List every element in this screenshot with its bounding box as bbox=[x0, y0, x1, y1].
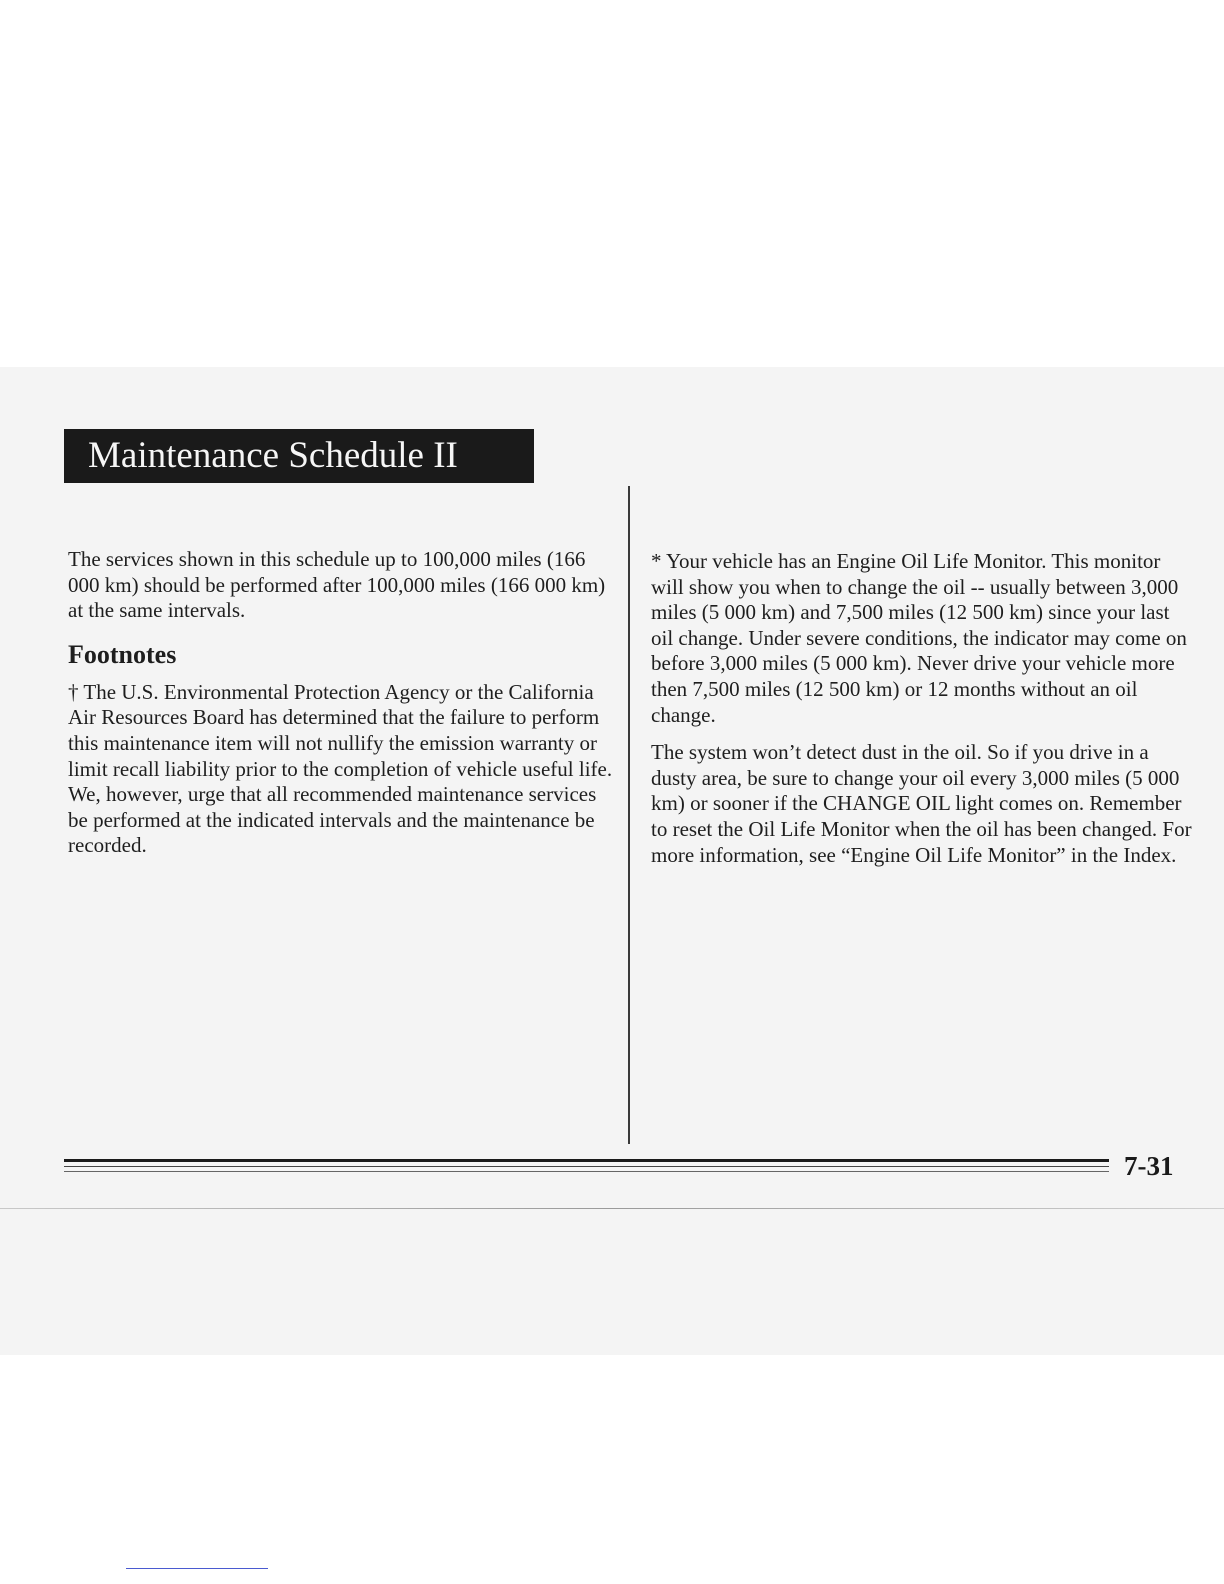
page-title: Maintenance Schedule II bbox=[64, 429, 534, 483]
dust-note-paragraph: The system won’t detect dust in the oil. So if you drive in a dusty area, be sure to change your oil every 3,000 miles (5 000 km) or sooner if the CHANGE OIL light comes on. Remember to reset the Oil Life Monitor when the oil has been changed. For more information, see “Engine Oil Life Monitor” in the Index. bbox=[651, 740, 1192, 867]
column-divider bbox=[628, 486, 630, 1144]
scan-edge-line bbox=[0, 1208, 1224, 1209]
dagger-footnote: † The U.S. Environmental Protection Agency or the California Air Resources Board has determined that the failure to perform this maintenance item will not nullify the emission warranty or limit recall liability prior to the completion of vehicle useful life. We, however, urge that all recommended maintenance services be performed at the indicated intervals and the maintenance be recorded. bbox=[68, 679, 613, 858]
footer-rule-thick bbox=[64, 1159, 1109, 1162]
intro-paragraph: The services shown in this schedule up to 100,000 miles (166 000 km) should be performed after 100,000 miles (166 000 km) at the same intervals. bbox=[68, 547, 606, 623]
footer-rule-thin bbox=[64, 1166, 1109, 1167]
asterisk-footnote: * Your vehicle has an Engine Oil Life Monitor. This monitor will show you when to change the oil -- usually between 3,000 miles (5 000 km) and 7,500 miles (12 500 km) since your last oil change. Under severe conditions, the indicator may come on before 3,000 miles (5 000 km). Never drive your vehicle more then 7,500 miles (12 500 km) or 12 months without an oil change. bbox=[651, 549, 1187, 727]
footnotes-heading: Footnotes bbox=[68, 639, 177, 669]
left-column bbox=[68, 547, 618, 859]
right-column bbox=[651, 549, 1196, 868]
bottom-underline bbox=[126, 1568, 268, 1569]
footer-rule-thin-lower bbox=[64, 1171, 1109, 1172]
page-number: 7-31 bbox=[1124, 1151, 1174, 1181]
